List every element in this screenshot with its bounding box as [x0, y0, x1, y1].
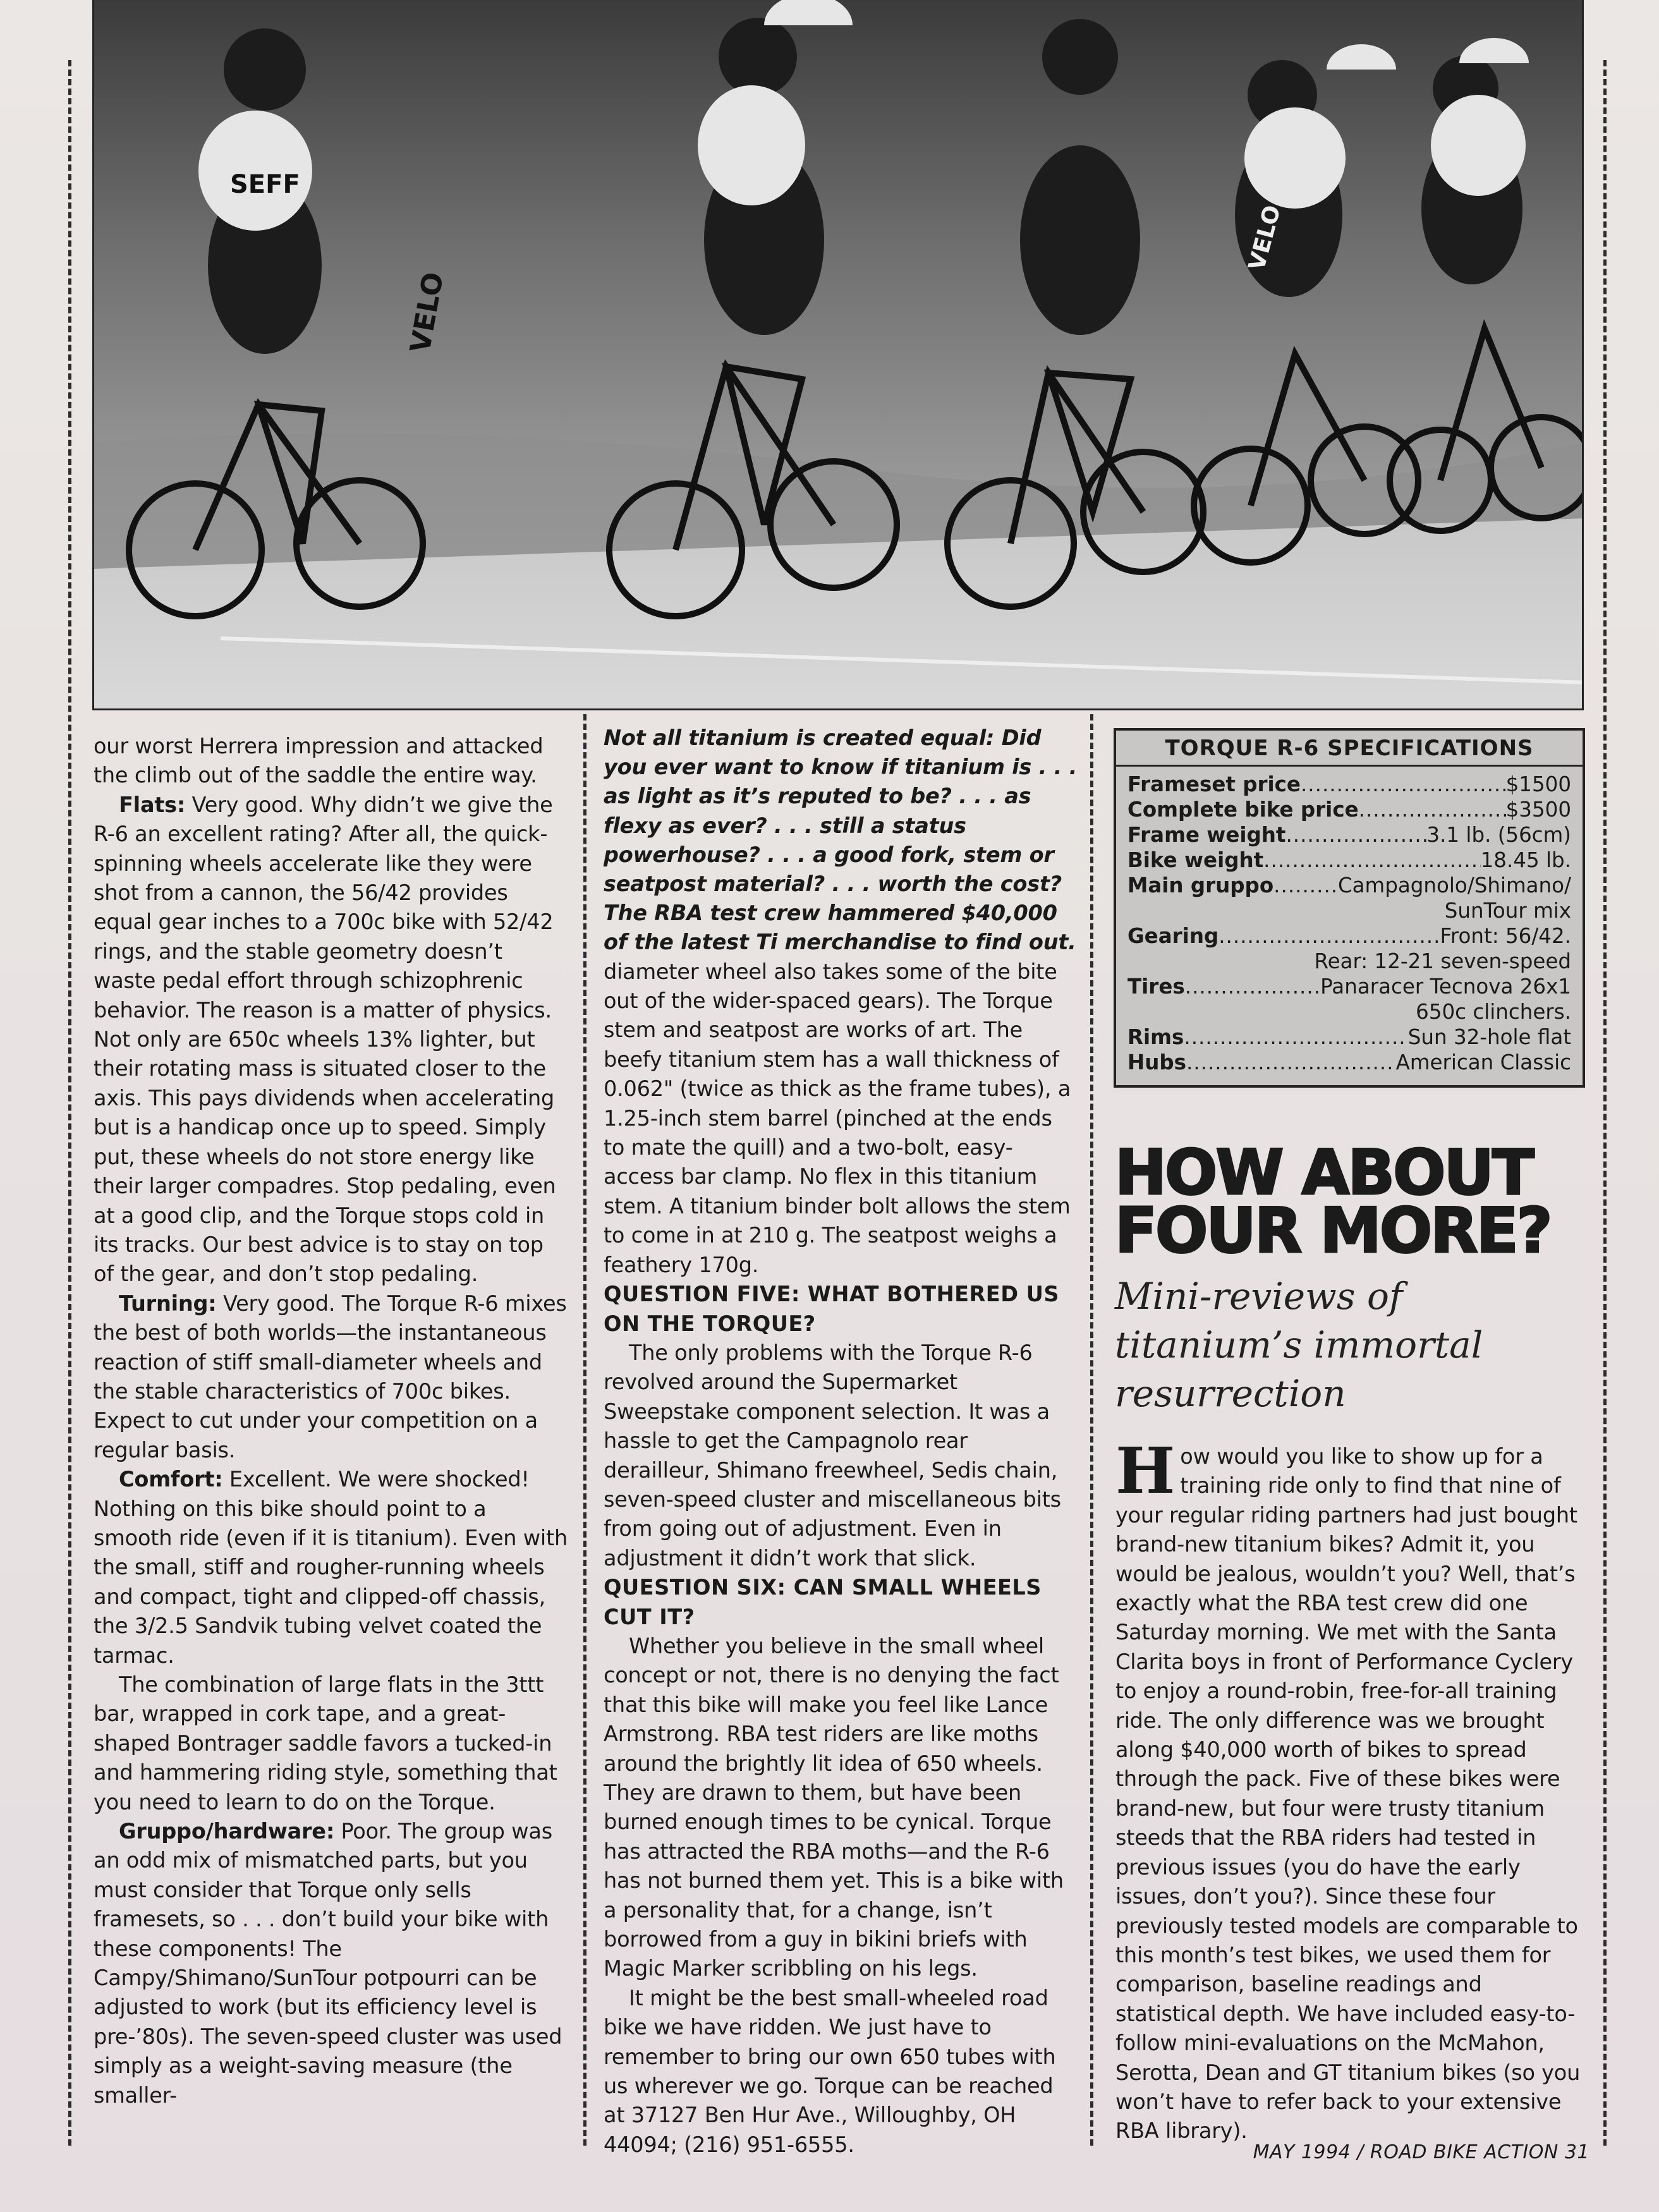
page-footer: MAY 1994 / ROAD BIKE ACTION 31: [1253, 2141, 1589, 2163]
spec-value: Panaracer Tecnova 26x1: [1320, 975, 1571, 999]
spec-leader: [1285, 822, 1426, 848]
spec-key: Frame weight: [1127, 823, 1286, 847]
spec-row: [1127, 848, 1571, 873]
column-3: [1115, 1433, 1586, 2146]
spec-row: [1127, 1050, 1571, 1075]
col1-paragraph-comfort: Comfort: Excellent. We were shocked! Nothing on this bike should point to a smooth ride (even if it is titanium). Even with the small, stiff and rougher-running wheels and compact, tight and clipped-off chassis, the 3/2.5 Sandvik tubing velvet coated the tarmac.: [94, 1467, 568, 1668]
spec-key: Gearing: [1127, 924, 1219, 948]
spec-value: 18.45 lb.: [1480, 848, 1571, 872]
cyclists-photo: [92, 0, 1584, 710]
col2-paragraph-3: Whether you believe in the small wheel concept or not, there is no denying the fact that this bike will make you feel like Lance Armstrong. RBA test riders are like moths around the brightly lit idea of 650 wheels. They are drawn to them, but have been burned enough times to be cynical. Torque has attracted the RBA moths—and the R-6 has not burned them yet. This is a bike with a personality that, for a change, isn’t borrowed from a guy in bikini briefs with Magic Marker scribbling on his legs.: [604, 1633, 1064, 1981]
spec-value: Front: 56/42.: [1440, 924, 1571, 948]
question-five-heading: QUESTION FIVE: WHAT BOTHERED US ON THE TORQUE?: [604, 1282, 1059, 1336]
col2-paragraph-1: diameter wheel also takes some of the bite out of the wider-spaced gears). The Torque stem and seatpost are works of art. The beefy titanium stem has a wall thickness of 0.062" (twice as thick as the frame tubes), a 1.25-inch stem barrel (pinched at the ends to mate the quill) and a two-bolt, easy-access bar clamp. No flex in this titanium stem. A titanium binder bolt allows the stem to come in at 210 g. The seatpost weighs a feathery 170g.: [604, 959, 1071, 1277]
spec-row: [1127, 923, 1571, 974]
col1-paragraph-turning: Turning: Very good. The Torque R-6 mixes the best of both worlds—the instantaneous reaction of stiff small-diameter wheels and the stable characteristics of 700c bikes. Expect to cut under your competition on a regular basis.: [94, 1291, 567, 1462]
col1-paragraph-flats: Flats: Very good. Why didn’t we give the R-6 an excellent rating? After all, the quick-spinning wheels accelerate like they were shot from a cannon, the 56/42 provides equal gear inches to a 700c bike with 52/42 rings, and the stable geometry doesn’t waste pedal effort through schizophrenic behavior. The reason is a matter of physics. Not only are 650c wheels 13% lighter, but their rotating mass is situated closer to the axis. This pays dividends when accelerating but is a handicap once up to speed. Simply put, these wheels do not store energy like their larger compadres. Stop pedaling, even at a good clip, and the Torque stops cold in its tracks. Our best advice is to stay on top of the gear, and don’t stop pedaling.: [94, 792, 556, 1287]
spec-value: Sun 32-hole flat: [1407, 1025, 1571, 1049]
sidebar-subhead: Mini-reviews of titanium’s immortal resurrection: [1115, 1275, 1483, 1415]
spec-leader: [1184, 1024, 1407, 1050]
drop-cap: H: [1115, 1433, 1176, 1508]
spec-leader: [1263, 848, 1480, 873]
spec-value-continued: SunTour mix: [1444, 899, 1571, 923]
column-rule-2: [1090, 714, 1093, 2146]
spec-key: Main gruppo: [1127, 873, 1274, 897]
col1-paragraph-combination: The combination of large flats in the 3ttt bar, wrapped in cork tape, and a great-shaped Bontrager saddle favors a tucked-in and hammering riding style, something that you need to learn to do on the Torque.: [94, 1672, 557, 1814]
spec-value-continued: Rear: 12-21 seven-speed: [1314, 949, 1571, 973]
column-rule-right: [1603, 60, 1607, 2146]
spec-key: Tires: [1127, 975, 1185, 999]
specifications-rows: [1127, 772, 1571, 1075]
spec-row: [1127, 772, 1571, 797]
spec-leader: [1301, 772, 1506, 797]
spec-value: 3.1 lb. (56cm): [1426, 823, 1571, 847]
spec-value: $1500: [1505, 772, 1571, 796]
specifications-title: TORQUE R-6 SPECIFICATIONS: [1116, 734, 1583, 767]
jersey-text-2: VELO: [404, 270, 451, 355]
spec-row: [1127, 797, 1571, 822]
col2-paragraph-2: The only problems with the Torque R-6 revolved around the Supermarket Sweepstake component selection. It was a hassle to get the Campagnolo rear derailleur, Shimano freewheel, Sedis chain, seven-speed cluster and miscellaneous bits from going out of adjustment. Even in adjustment it didn’t work that slick.: [604, 1340, 1061, 1571]
col1-paragraph-gruppo: Gruppo/hardware: Poor. The group was an odd mix of mismatched parts, but you must consider that Torque only sells framesets, so . . . don’t build your bike with these components! The Campy/Shimano/SunTour potpourri can be adjusted to work (but its efficiency level is pre-’80s). The seven-speed cluster was used simply as a weight-saving measure (the smaller-: [94, 1819, 562, 2108]
column-rule-left: [68, 60, 71, 2146]
jersey-text-3: VELO: [1244, 202, 1286, 274]
spec-value: American Classic: [1395, 1050, 1571, 1074]
spec-leader: [1273, 873, 1338, 898]
column-2: [604, 724, 1078, 2160]
spec-leader: [1185, 974, 1320, 999]
headline-line-2: FOUR MORE?: [1115, 1195, 1551, 1267]
col2-paragraph-4: It might be the best small-wheeled road bike we have ridden. We just have to remember to bring our own 650 tubes with us wherever we go. Torque can be reached at 37127 Ben Hur Ave., Willoughby, OH 44094; (216) 951-6555.: [604, 1985, 1056, 2157]
spec-value: Campagnolo/Shimano/: [1337, 873, 1571, 897]
spec-row: [1127, 974, 1571, 1024]
spec-value-continued: 650c clinchers.: [1416, 1000, 1571, 1024]
spec-key: Bike weight: [1127, 848, 1264, 872]
specifications-box: [1114, 728, 1585, 1088]
sidebar-headline: [1115, 1137, 1595, 1267]
deck-text: Not all titanium is created equal: Did you ever want to know if titanium is . . . as light as it’s reputed to be? . . . as flexy as ever? . . . still a status powerhouse? . . . a good fork, stem or seatpost material? . . . worth the cost? The RBA test crew hammered $40,000 of the latest Ti merchandise to find out.: [604, 726, 1078, 955]
column-1: [94, 732, 569, 2110]
cyclists-group-photo-icon: [94, 0, 1584, 710]
question-six-heading: QUESTION SIX: CAN SMALL WHEELS CUT IT?: [604, 1575, 1042, 1629]
spec-row: [1127, 822, 1571, 848]
spec-row: [1127, 1024, 1571, 1050]
headline-line-1: HOW ABOUT: [1115, 1137, 1533, 1209]
spec-leader: [1218, 923, 1440, 949]
spec-leader: [1359, 797, 1506, 822]
jersey-text-1: SEFF: [230, 170, 300, 199]
spec-row: [1127, 873, 1571, 923]
sidebar-body: How would you like to show up for a training ride only to find that nine of your regular riding partners had just bought brand-new titanium bikes? Admit it, you would be jealous, wouldn’t you? Well, that’s exactly what the RBA test crew did one Saturday morning. We met with the Santa Clarita boys in front of Performance Cyclery to enjoy a round-robin, free-for-all training ride. The only difference was we brought along $40,000 worth of bikes to spread through the pack. Five of these bikes were brand-new, but four were trusty titanium steeds that the RBA riders had tested in previous issues (you do have the early issues, don’t you?). Since these four previously tested models are comparable to this month’s test bikes, we used them for comparison, baseline readings and statistical depth. We have included easy-to-follow mini-evaluations on the McMahon, Serotta, Dean and GT titanium bikes (so you won’t have to refer back to your extensive RBA library).: [1115, 1433, 1581, 2144]
spec-key: Frameset price: [1127, 772, 1301, 796]
spec-key: Complete bike price: [1127, 798, 1359, 822]
column-rule-1: [583, 714, 586, 2146]
spec-key: Hubs: [1127, 1050, 1186, 1074]
col1-paragraph-0: our worst Herrera impression and attacked the climb out of the saddle the entire way.: [94, 734, 544, 788]
spec-leader: [1186, 1050, 1396, 1075]
spec-value: $3500: [1505, 798, 1571, 822]
spec-key: Rims: [1127, 1025, 1184, 1049]
